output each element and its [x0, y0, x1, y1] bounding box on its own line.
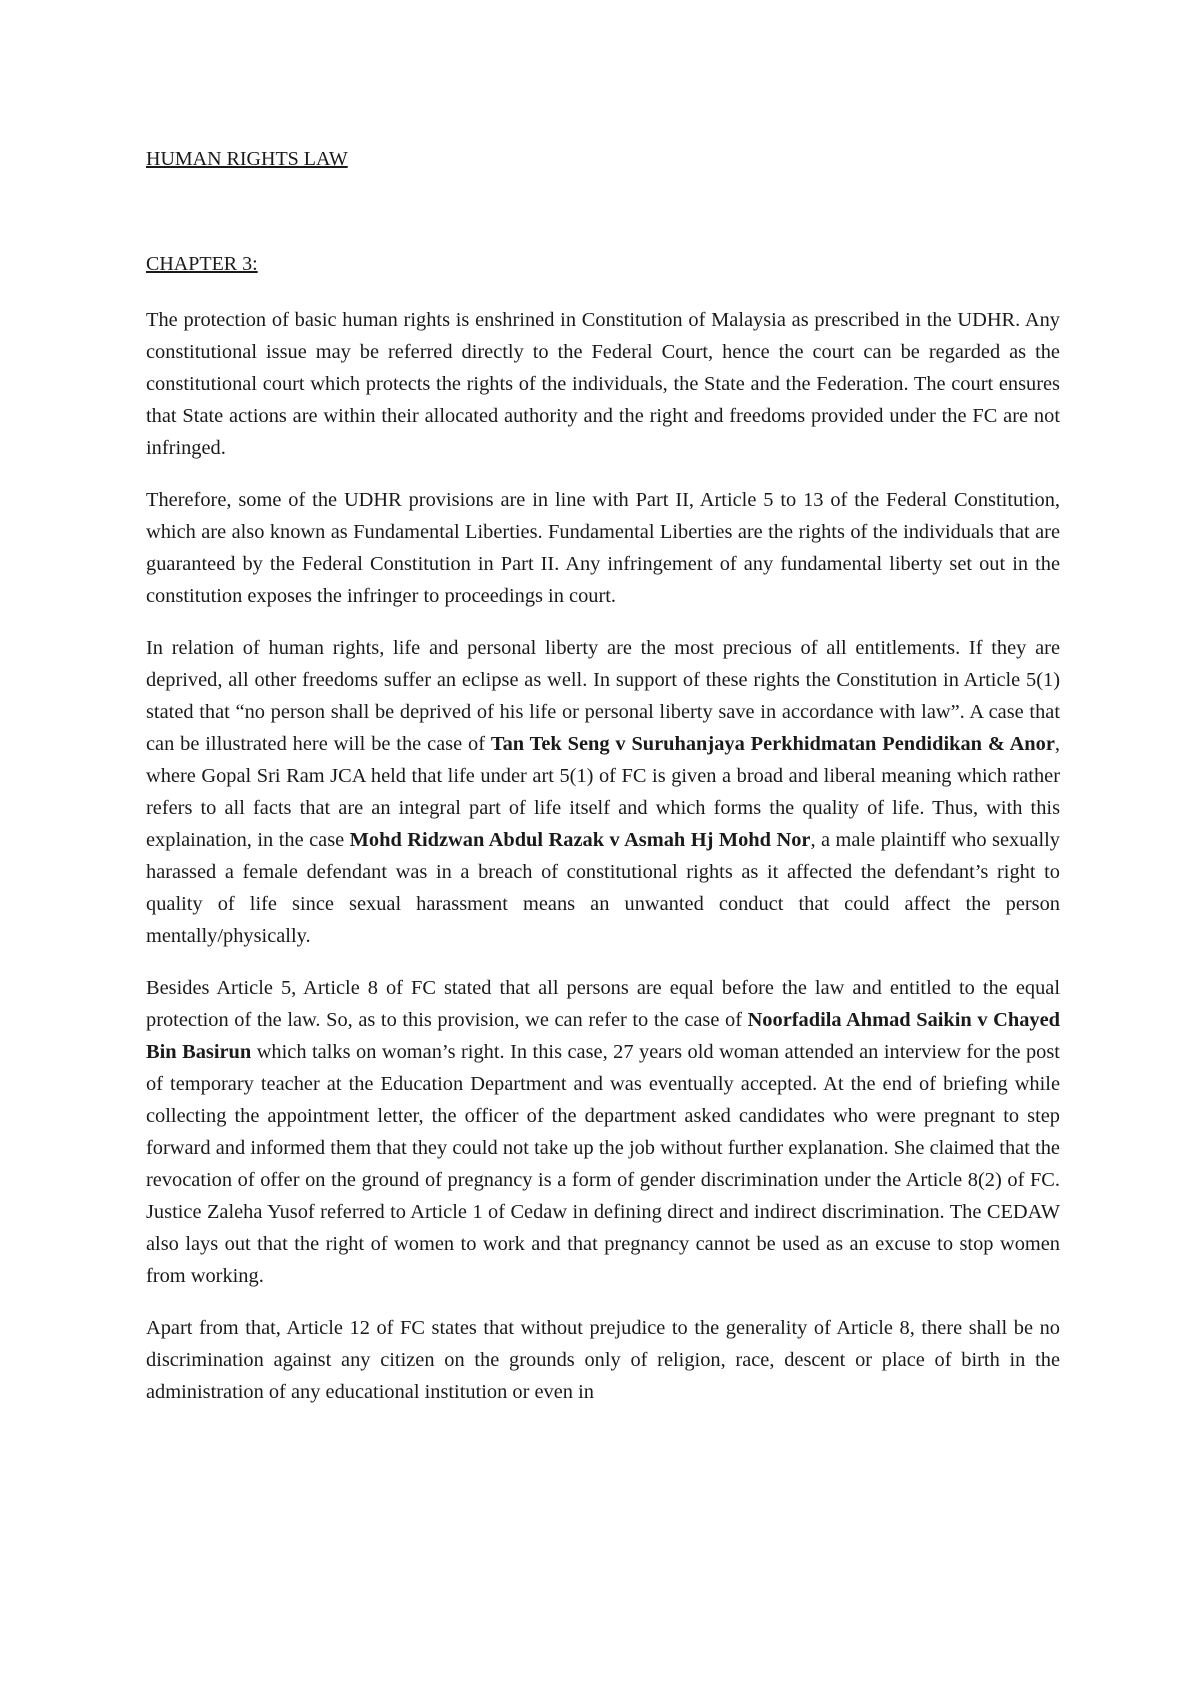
paragraph-2: [146, 484, 1060, 612]
paragraph-1-text: The protection of basic human rights is enshrined in Constitution of Malaysia as prescribed in the UDHR. Any constitutional issue may be referred directly to the Federal Court, hence the court can be regarded as the constitutional court which protects the rights of the individuals, the State and the Federation. The court ensures that State actions are within their allocated authority and the right and freedoms provided under the FC are not infringed.: [146, 309, 1060, 459]
paragraph-2-text: Therefore, some of the UDHR provisions are in line with Part II, Article 5 to 13 of the Federal Constitution, which are also known as Fundamental Liberties. Fundamental Liberties are the rights of the individuals that are guaranteed by the Federal Constitution in Part II. Any infringement of any fundamental liberty set out in the constitution exposes the infringer to proceedings in court.: [146, 489, 1060, 607]
paragraph-5-text: Apart from that, Article 12 of FC states that without prejudice to the generality of Article 8, there shall be no discrimination against any citizen on the grounds only of religion, race, descent or place of birth in the administration of any educational institution or even in: [146, 1317, 1060, 1403]
paragraph-4-text-b: which talks on woman’s right. In this case, 27 years old woman attended an interview for the post of temporary teacher at the Education Department and was eventually accepted. At the end of briefing while collecting the appointment letter, the officer of the department asked candidates who were pregnant to step forward and informed them that they could not take up the job without further explanation. She claimed that the revocation of offer on the ground of pregnancy is a form of gender discrimination under the Article 8(2) of FC. Justice Zaleha Yusof referred to Article 1 of Cedaw in defining direct and indirect discrimination. The CEDAW also lays out that the right of women to work and that pregnancy cannot be used as an excuse to stop women from working.: [146, 1041, 1060, 1287]
paragraph-3-text-c: , a male plaintiff who sexually harassed a female defendant was in a breach of constitutional rights as it affected the defendant’s right to quality of life since sexual harassment means an unwanted conduct that could affect the person mentally/physically.: [146, 829, 1060, 947]
case-name-tan-tek-seng: Tan Tek Seng v Suruhanjaya Perkhidmatan Pendidikan & Anor: [490, 733, 1055, 755]
paragraph-1: [146, 304, 1060, 464]
document-body: [146, 304, 1060, 1428]
case-name-mohd-ridzwan: Mohd Ridzwan Abdul Razak v Asmah Hj Mohd Nor: [349, 829, 811, 851]
case-name-noorfadila: Noorfadila Ahmad Saikin v Chayed Bin Basirun: [146, 1009, 1060, 1063]
paragraph-3: [146, 632, 1060, 952]
paragraph-4: [146, 972, 1060, 1292]
paragraph-3-text-b: , where Gopal Sri Ram JCA held that life under art 5(1) of FC is given a broad and liberal meaning which rather refers to all facts that are an integral part of life itself and which forms the quality of life. Thus, with this explaination, in the case: [146, 733, 1060, 851]
paragraph-4-text-a: Besides Article 5, Article 8 of FC stated that all persons are equal before the law and entitled to the equal protection of the law. So, as to this provision, we can refer to the case of: [146, 977, 1060, 1031]
paragraph-3-text-a: In relation of human rights, life and personal liberty are the most precious of all entitlements. If they are deprived, all other freedoms suffer an eclipse as well. In support of these rights the Constitution in Article 5(1) stated that “no person shall be deprived of his life or personal liberty save in accordance with law”. A case that can be illustrated here will be the case of: [146, 637, 1060, 755]
chapter-heading: CHAPTER 3:: [146, 253, 258, 275]
document-title: HUMAN RIGHTS LAW: [146, 148, 348, 170]
paragraph-5: [146, 1312, 1060, 1408]
